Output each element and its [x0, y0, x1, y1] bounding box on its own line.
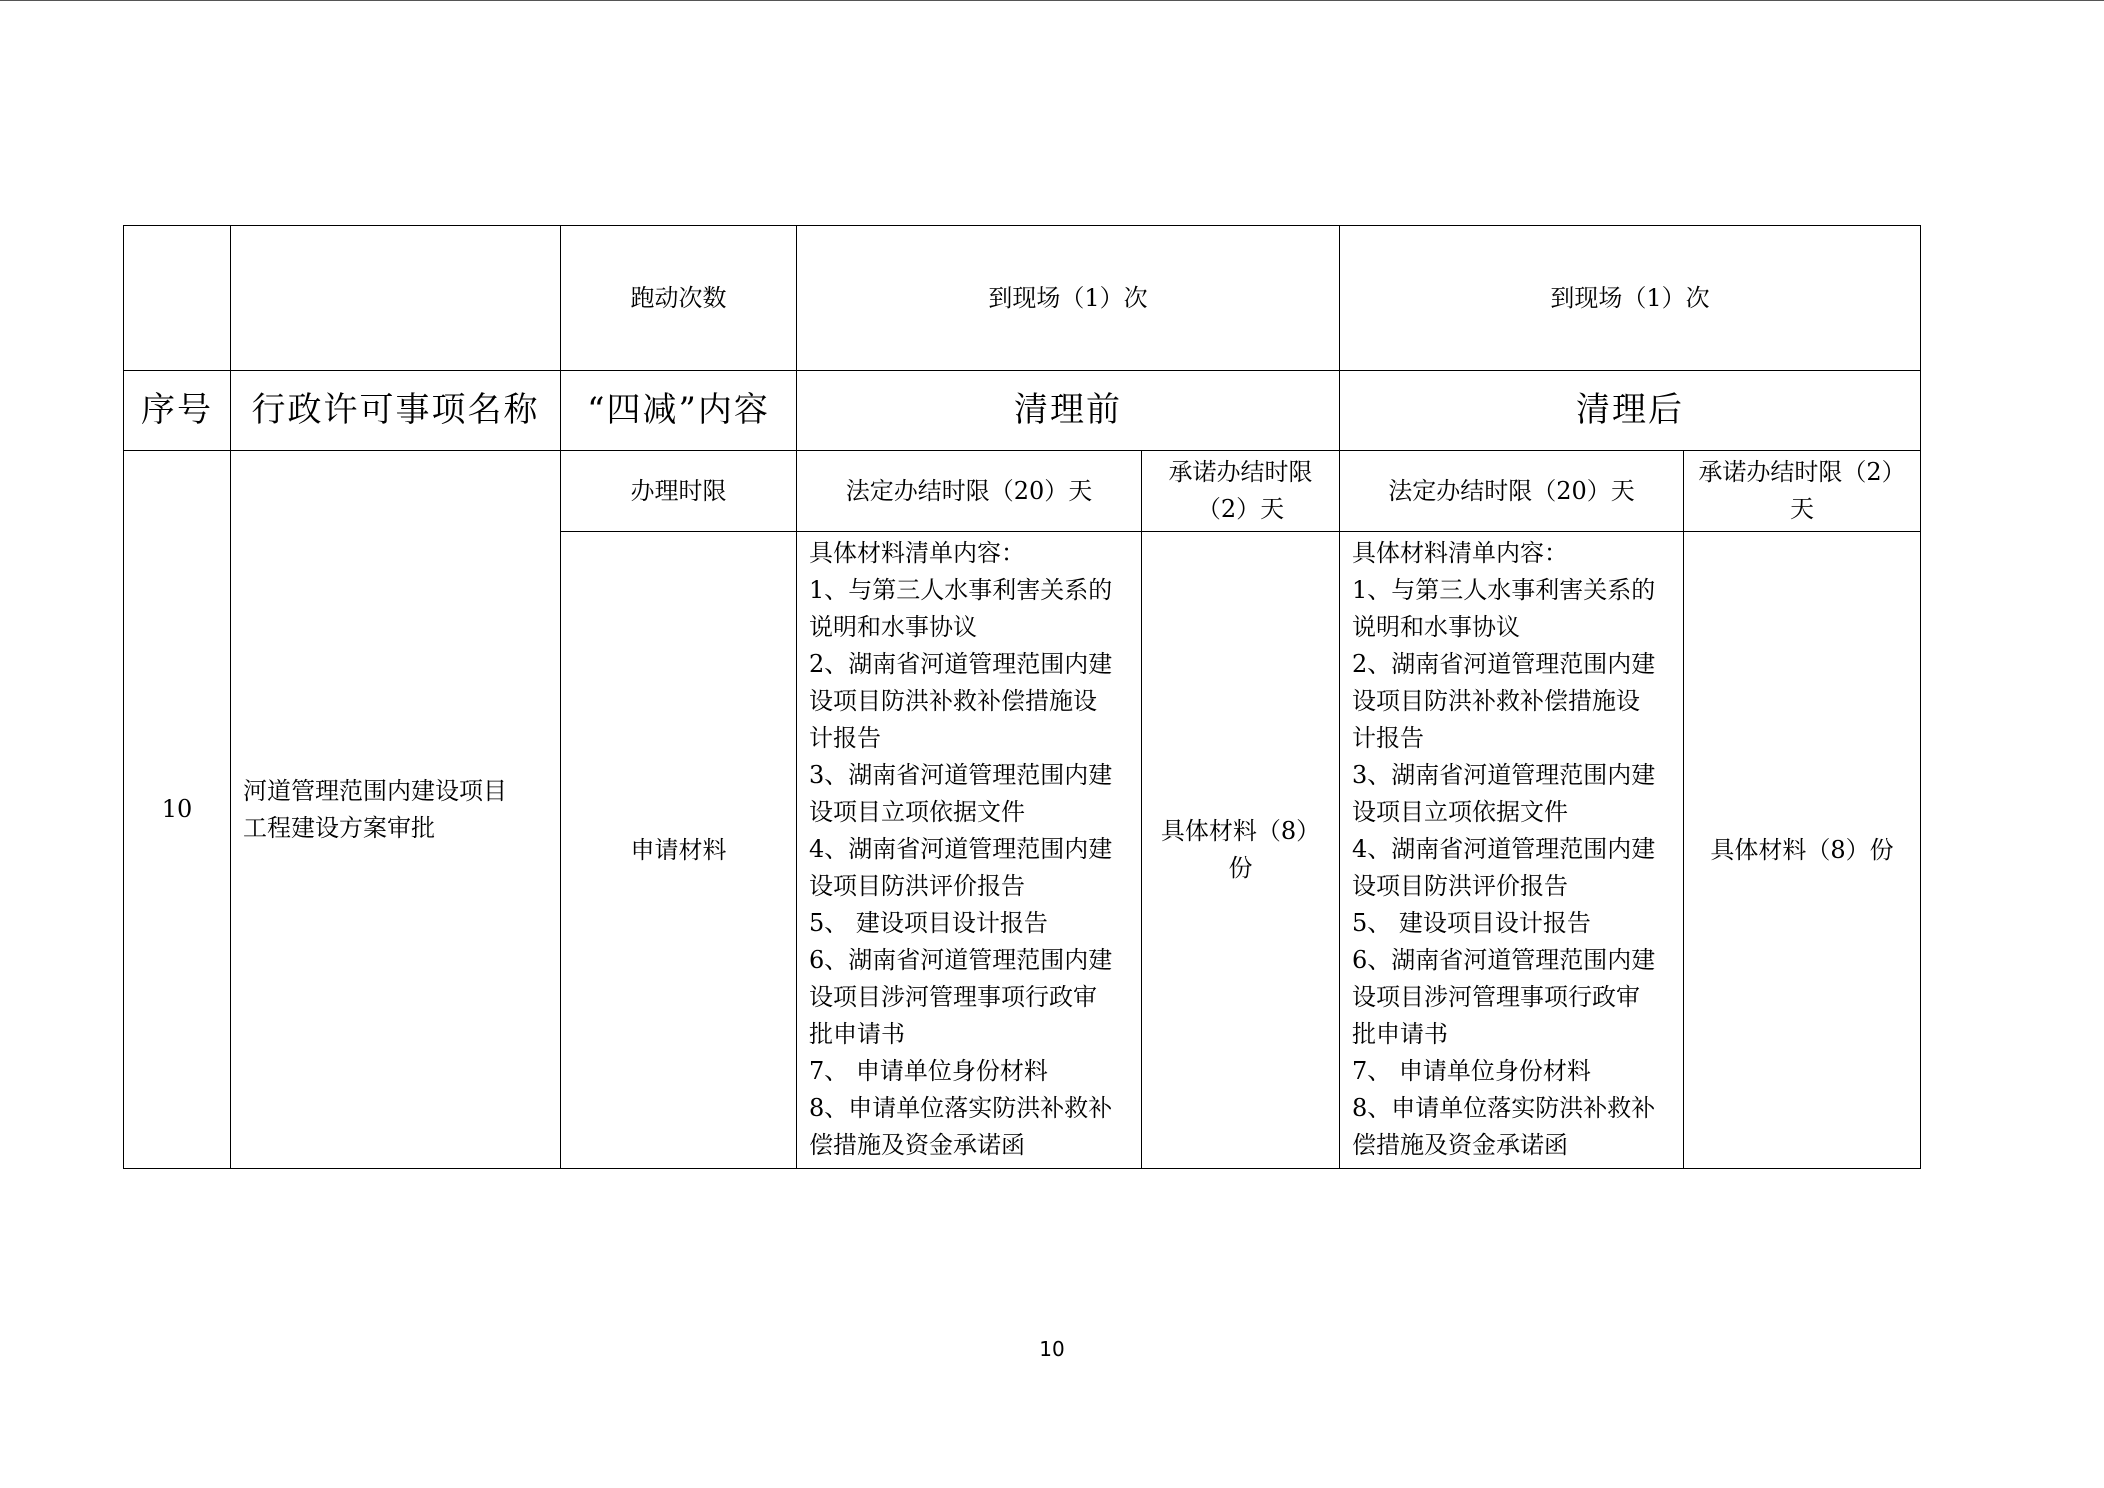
item-name-line-2: 工程建设方案审批	[243, 813, 435, 842]
list-line: 设项目涉河管理事项行政审	[809, 983, 1097, 1011]
row-visits	[124, 226, 1921, 371]
list-line: 2、湖南省河道管理范围内建	[1352, 650, 1656, 678]
page-number: 10	[1039, 1337, 1065, 1361]
list-line: 4、湖南省河道管理范围内建	[1352, 835, 1656, 863]
list-line: 3、湖南省河道管理范围内建	[1352, 761, 1656, 789]
after-materials-list	[1340, 532, 1684, 1169]
after-legal-limit: 法定办结时限（20）天	[1340, 451, 1684, 532]
before-legal-limit: 法定办结时限（20）天	[797, 451, 1142, 532]
list-line: 具体材料清单内容：	[809, 539, 1025, 567]
after-materials-count: 具体材料（8）份	[1684, 532, 1921, 1169]
before-materials-count	[1142, 532, 1340, 1169]
list-line: 1、与第三人水事利害关系的	[809, 576, 1113, 604]
list-line: 6、湖南省河道管理范围内建	[1352, 946, 1656, 974]
before-count-line-1: 具体材料（8）	[1160, 817, 1321, 845]
list-line: 7、 申请单位身份材料	[1352, 1057, 1591, 1085]
list-line: 计报告	[809, 724, 881, 752]
list-line: 6、湖南省河道管理范围内建	[809, 946, 1113, 974]
list-line: 偿措施及资金承诺函	[809, 1131, 1025, 1159]
list-line: 设项目防洪评价报告	[1352, 872, 1568, 900]
list-line: 8、申请单位落实防洪补救补	[809, 1094, 1113, 1122]
list-line: 设项目防洪评价报告	[809, 872, 1025, 900]
list-line: 1、与第三人水事利害关系的	[1352, 576, 1656, 604]
visits-label: 跑动次数	[561, 226, 797, 371]
time-limit-label: 办理时限	[561, 451, 797, 532]
before-promise-limit	[1142, 451, 1340, 532]
header-after: 清理后	[1340, 371, 1921, 451]
list-line: 计报告	[1352, 724, 1424, 752]
list-line: 说明和水事协议	[809, 613, 977, 641]
visits-before: 到现场（1）次	[797, 226, 1340, 371]
empty-seq-cell	[124, 226, 231, 371]
list-line: 偿措施及资金承诺函	[1352, 1131, 1568, 1159]
materials-label: 申请材料	[561, 532, 797, 1169]
page-top-border	[0, 0, 2104, 1]
header-row	[124, 371, 1921, 451]
list-line: 5、 建设项目设计报告	[1352, 909, 1591, 937]
list-line: 批申请书	[1352, 1020, 1448, 1048]
entry-seq: 10	[124, 451, 231, 1169]
header-item-name: 行政许可事项名称	[231, 371, 561, 451]
empty-name-cell	[231, 226, 561, 371]
list-line: 3、湖南省河道管理范围内建	[809, 761, 1113, 789]
list-line: 具体材料清单内容：	[1352, 539, 1568, 567]
after-promise-limit	[1684, 451, 1921, 532]
header-four-reduce: “四减”内容	[561, 371, 797, 451]
list-line: 设项目防洪补救补偿措施设	[809, 687, 1097, 715]
after-promise-line-1: 承诺办结时限（2）	[1698, 458, 1906, 486]
before-materials-list	[797, 532, 1142, 1169]
list-line: 批申请书	[809, 1020, 905, 1048]
list-line: 设项目立项依据文件	[1352, 798, 1568, 826]
list-line: 说明和水事协议	[1352, 613, 1520, 641]
list-line: 设项目涉河管理事项行政审	[1352, 983, 1640, 1011]
after-promise-line-2: 天	[1790, 495, 1814, 523]
list-line: 2、湖南省河道管理范围内建	[809, 650, 1113, 678]
before-promise-line-2: （2）天	[1196, 495, 1285, 523]
list-line: 4、湖南省河道管理范围内建	[809, 835, 1113, 863]
list-line: 设项目防洪补救补偿措施设	[1352, 687, 1640, 715]
list-line: 8、申请单位落实防洪补救补	[1352, 1094, 1656, 1122]
entry-item-name	[231, 451, 561, 1169]
list-line: 5、 建设项目设计报告	[809, 909, 1048, 937]
list-line: 7、 申请单位身份材料	[809, 1057, 1048, 1085]
item-name-line-1: 河道管理范围内建设项目	[243, 776, 507, 805]
list-line: 设项目立项依据文件	[809, 798, 1025, 826]
permit-table	[123, 225, 1921, 1169]
header-seq: 序号	[124, 371, 231, 451]
header-before: 清理前	[797, 371, 1340, 451]
visits-after: 到现场（1）次	[1340, 226, 1921, 371]
before-count-line-2: 份	[1228, 854, 1253, 882]
row-time-limit	[124, 451, 1921, 532]
before-promise-line-1: 承诺办结时限	[1168, 458, 1313, 486]
